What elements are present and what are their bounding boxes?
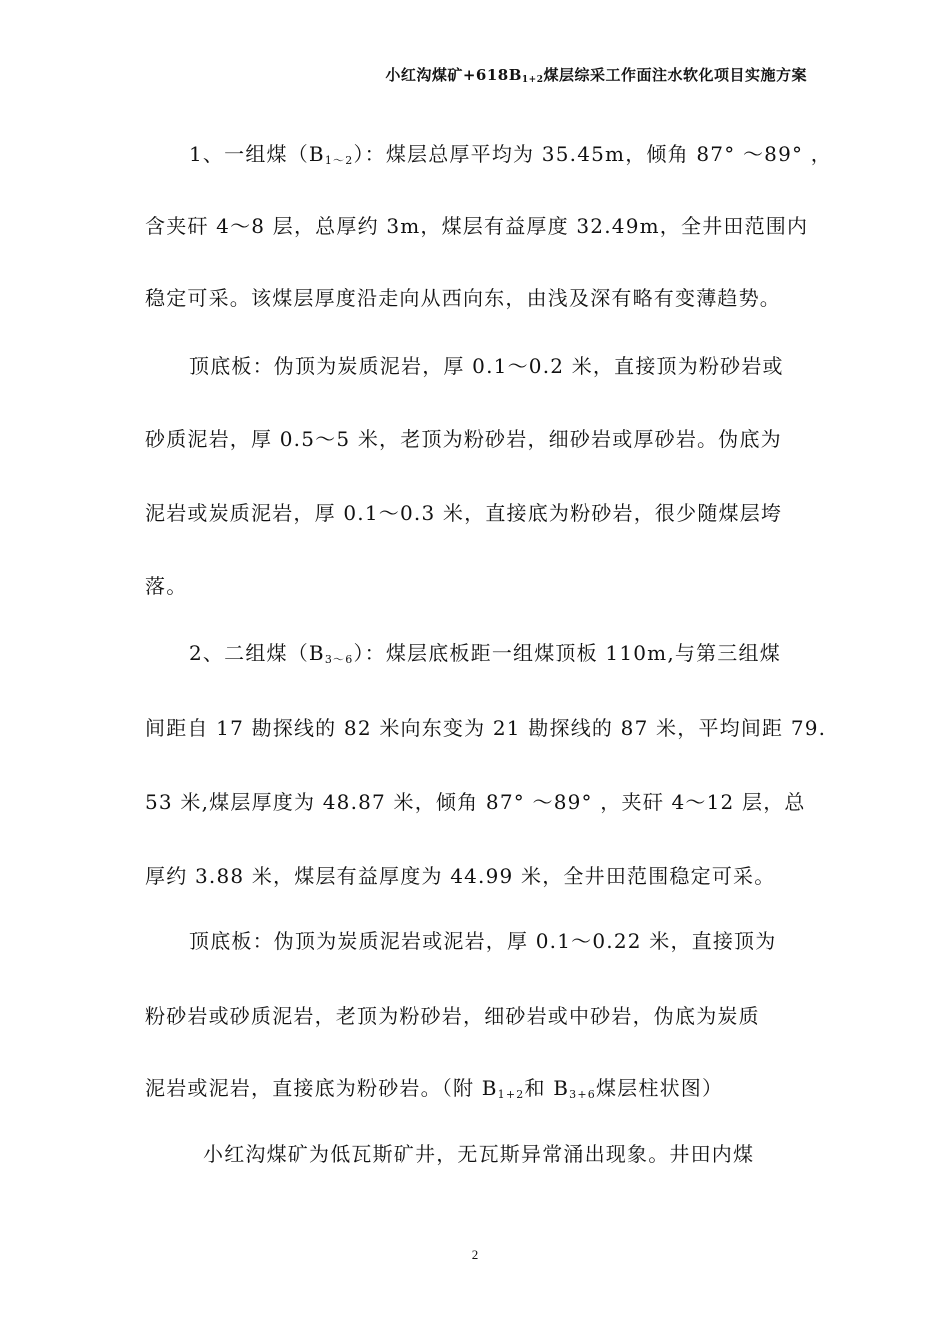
p3-line-1-pre: 2、二组煤（B [189, 641, 325, 665]
header-title-post: 煤层综采工作面注水软化项目实施方案 [543, 66, 807, 84]
p3-line-1-post: ）：煤层底板距一组煤顶板 110m,与第三组煤 [353, 641, 781, 665]
p5-line-1: 小红沟煤矿为低瓦斯矿井，无瓦斯异常涌出现象。井田内煤 [203, 1142, 755, 1166]
seam-b36-subscript: 3+6 [569, 1088, 596, 1101]
p3-line-1 [189, 637, 781, 667]
header-title-pre: 小红沟煤矿+618B [385, 66, 522, 84]
p3-line-2: 间距自 17 勘探线的 82 米向东变为 21 勘探线的 87 米，平均间距 79. [145, 716, 827, 740]
p1-line-1-post: ）：煤层总厚平均为 35.45m，倾角 87° ～89° ， [353, 142, 832, 166]
p1-line-2: 含夹矸 4～8 层，总厚约 3m，煤层有益厚度 32.49m，全井田范围内 [145, 214, 809, 238]
p4-line-3-a: 泥岩或泥岩，直接底为粉砂岩。（附 B [145, 1076, 498, 1100]
p1-line-3: 稳定可采。该煤层厚度沿走向从西向东，由浅及深有略有变薄趋势。 [145, 286, 781, 310]
p4-line-1: 顶底板：伪顶为炭质泥岩或泥岩，厚 0.1～0.22 米，直接顶为 [189, 929, 777, 953]
p4-line-2: 粉砂岩或砂质泥岩，老顶为粉砂岩，细砂岩或中砂岩，伪底为炭质 [145, 1004, 760, 1028]
p4-line-3-b: 和 B [524, 1076, 570, 1100]
p1-line-1-pre: 1、一组煤（B [189, 142, 325, 166]
seam-b12-subscript: 1+2 [497, 1088, 525, 1101]
p3-line-3: 53 米,煤层厚度为 48.87 米，倾角 87° ～89° ，夹矸 4～12 层，总 [145, 790, 806, 814]
p4-line-3 [145, 1072, 723, 1101]
p2-line-3: 泥岩或炭质泥岩，厚 0.1～0.3 米，直接底为粉砂岩，很少随煤层垮 [145, 501, 783, 525]
p2-line-4: 落。 [145, 574, 188, 598]
p3-line-4: 厚约 3.88 米，煤层有益厚度为 44.99 米，全井田范围稳定可采。 [145, 864, 776, 888]
document-header [385, 64, 807, 85]
p2-line-1: 顶底板：伪顶为炭质泥岩，厚 0.1～0.2 米，直接顶为粉砂岩或 [189, 354, 784, 378]
p4-line-3-c: 煤层柱状图） [595, 1076, 724, 1100]
p2-line-2: 砂质泥岩，厚 0.5～5 米，老顶为粉砂岩，细砂岩或厚砂岩。伪底为 [145, 427, 782, 451]
header-title-sub: 1+2 [521, 75, 544, 85]
coal-group-2-subscript: 3～6 [324, 653, 354, 666]
page-number: 2 [471, 1247, 479, 1262]
coal-group-1-subscript: 1～2 [324, 154, 354, 167]
p1-line-1 [189, 138, 832, 168]
